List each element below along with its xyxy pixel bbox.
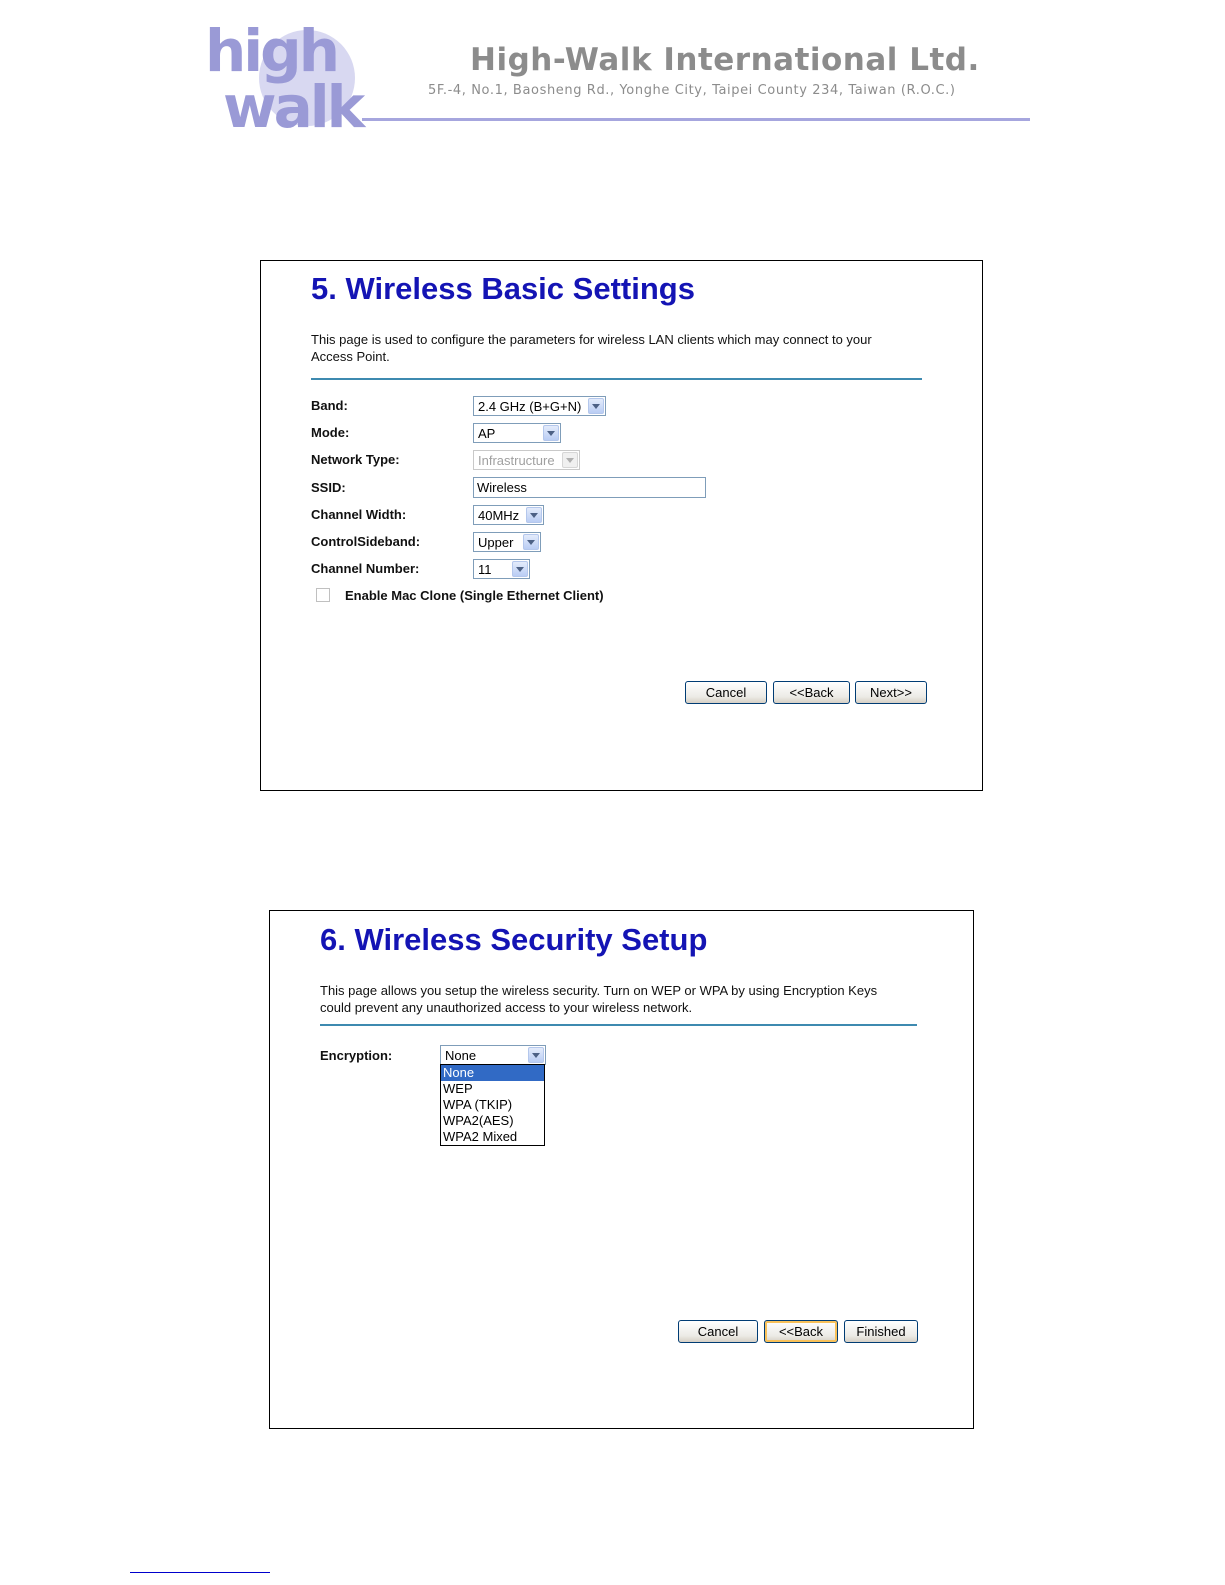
network-type-value: Infrastructure bbox=[478, 453, 555, 468]
chevron-down-icon[interactable] bbox=[528, 1047, 544, 1063]
encryption-select[interactable] bbox=[440, 1045, 546, 1065]
channel-width-select[interactable] bbox=[473, 505, 544, 525]
mode-select[interactable] bbox=[473, 423, 561, 443]
section-divider bbox=[311, 378, 922, 380]
encryption-option-wpa2-mixed[interactable]: WPA2 Mixed bbox=[443, 1129, 518, 1144]
ssid-input[interactable]: Wireless bbox=[473, 477, 706, 498]
control-sideband-label: ControlSideband: bbox=[311, 534, 421, 549]
description-line: This page is used to configure the parameters for wireless LAN clients which may connect to your bbox=[311, 332, 872, 347]
description-line: Access Point. bbox=[311, 349, 390, 364]
band-select[interactable] bbox=[473, 396, 606, 416]
encryption-label: Encryption: bbox=[320, 1048, 393, 1063]
chevron-down-icon[interactable] bbox=[588, 398, 604, 414]
chevron-down-icon[interactable] bbox=[512, 561, 528, 577]
encryption-options-list[interactable] bbox=[440, 1064, 545, 1146]
back-button[interactable]: <<Back bbox=[773, 681, 850, 704]
logo-text-high: high bbox=[205, 17, 337, 85]
channel-number-label: Channel Number: bbox=[311, 561, 420, 576]
company-address: 5F.-4, No.1, Baosheng Rd., Yonghe City, Taipei County 234, Taiwan (R.O.C.) bbox=[428, 83, 956, 98]
band-label: Band: bbox=[311, 398, 348, 413]
mac-clone-checkbox[interactable] bbox=[316, 588, 330, 602]
description-line: This page allows you setup the wireless security. Turn on WEP or WPA by using Encryption Keys bbox=[320, 983, 878, 998]
wireless-security-setup-panel bbox=[269, 910, 974, 1429]
cancel-button[interactable]: Cancel bbox=[685, 681, 767, 704]
page-description bbox=[311, 331, 872, 365]
chevron-down-icon bbox=[562, 452, 578, 468]
section-divider bbox=[320, 1024, 917, 1026]
mode-label: Mode: bbox=[311, 425, 350, 440]
encryption-option-none[interactable]: None bbox=[441, 1065, 544, 1081]
wireless-basic-settings-panel bbox=[260, 260, 983, 791]
header-rule bbox=[362, 118, 1030, 121]
chevron-down-icon[interactable] bbox=[523, 534, 539, 550]
encryption-option-wep[interactable]: WEP bbox=[443, 1081, 473, 1096]
control-sideband-value: Upper bbox=[478, 535, 514, 550]
chevron-down-icon[interactable] bbox=[543, 425, 559, 441]
network-type-label: Network Type: bbox=[311, 452, 400, 467]
back-button[interactable]: <<Back bbox=[764, 1320, 838, 1343]
description-line: could prevent any unauthorized access to your wireless network. bbox=[320, 1000, 693, 1015]
chevron-down-icon[interactable] bbox=[526, 507, 542, 523]
mac-clone-label: Enable Mac Clone (Single Ethernet Client) bbox=[345, 588, 604, 603]
ssid-label: SSID: bbox=[311, 480, 346, 495]
control-sideband-select[interactable] bbox=[473, 532, 541, 552]
next-button[interactable]: Next>> bbox=[855, 681, 927, 704]
encryption-option-wpa2-aes[interactable]: WPA2(AES) bbox=[443, 1113, 514, 1128]
encryption-option-wpa-tkip[interactable]: WPA (TKIP) bbox=[443, 1097, 513, 1112]
finished-button[interactable]: Finished bbox=[844, 1320, 918, 1343]
page-title: 5. Wireless Basic Settings bbox=[311, 271, 695, 306]
channel-width-label: Channel Width: bbox=[311, 507, 407, 522]
channel-number-value: 11 bbox=[478, 562, 492, 577]
encryption-value: None bbox=[445, 1048, 477, 1063]
band-value: 2.4 GHz (B+G+N) bbox=[478, 399, 582, 414]
logo-text-walk: walk bbox=[223, 73, 363, 141]
company-logo bbox=[205, 17, 363, 141]
page-description bbox=[320, 982, 877, 1016]
page-title: 6. Wireless Security Setup bbox=[320, 922, 708, 957]
network-type-select bbox=[473, 450, 580, 470]
company-name: High-Walk International Ltd. bbox=[470, 42, 980, 78]
channel-number-select[interactable] bbox=[473, 559, 530, 579]
channel-width-value: 40MHz bbox=[478, 508, 520, 523]
mode-value: AP bbox=[478, 426, 496, 441]
cancel-button[interactable]: Cancel bbox=[678, 1320, 758, 1343]
footer-rule bbox=[130, 1572, 270, 1573]
